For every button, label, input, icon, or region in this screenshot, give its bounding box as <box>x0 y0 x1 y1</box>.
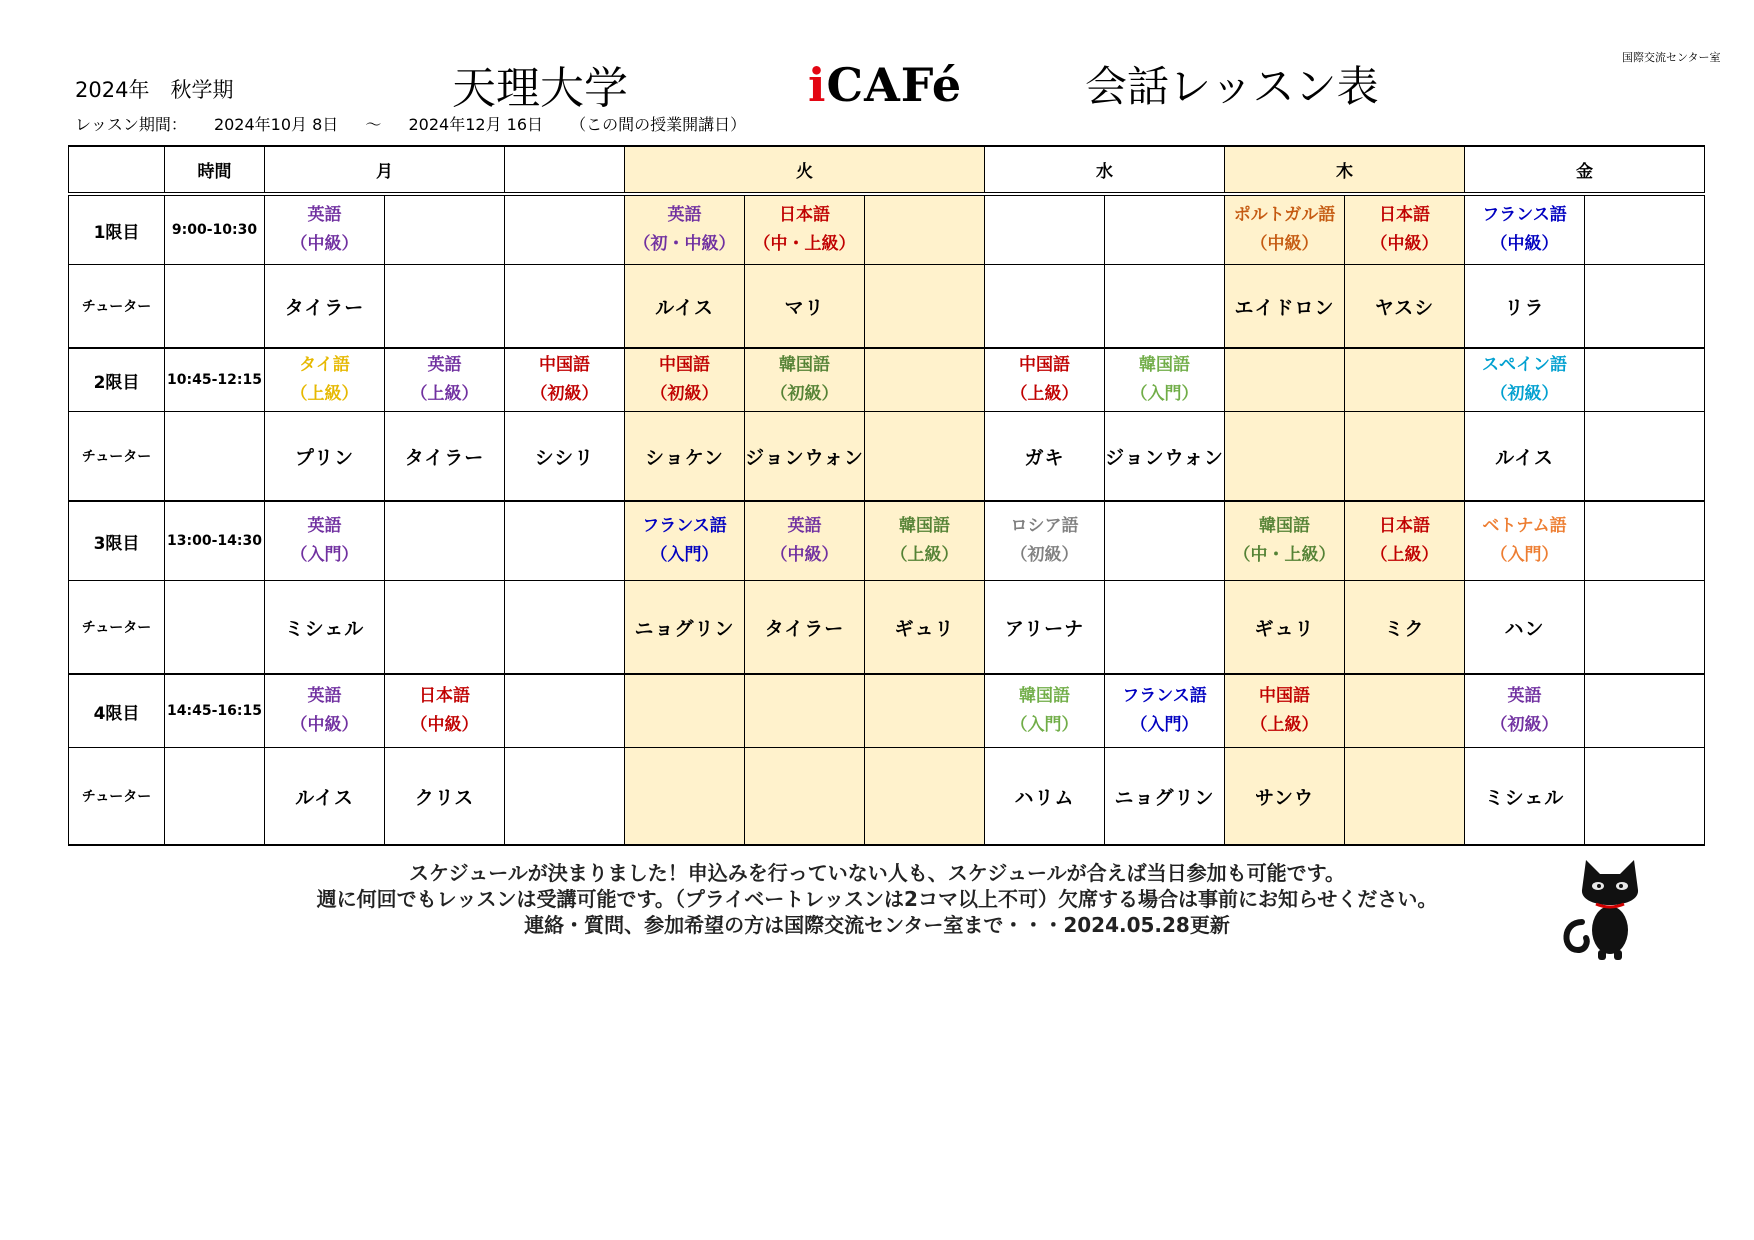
tutor-name: ルイス <box>265 748 385 846</box>
period-name: 3限目 <box>69 501 165 581</box>
note-line-2: 週に何回でもレッスンは受講可能です。（プライベートレッスンは2コマ以上不可）欠席する場合は事前にお知らせください。 <box>316 887 1438 911</box>
language-level: （入門） <box>290 545 359 565</box>
language-name: スペイン語 <box>1482 355 1567 375</box>
tutor-name <box>505 748 625 846</box>
note-line-3: 連絡・質問、参加希望の方は国際交流センター室まで・・・2024.05.28更新 <box>524 913 1230 937</box>
period-start: 2024年10月 8日 <box>213 115 339 134</box>
tutor-name: エイドロン <box>1225 265 1345 349</box>
language-name: 英語 <box>427 355 462 375</box>
language-level: （入門） <box>1130 715 1199 735</box>
tutor-name: ニョグリン <box>625 581 745 675</box>
language-name: タイ語 <box>299 355 350 375</box>
period-row <box>69 348 1705 412</box>
language-level: （上級） <box>1370 545 1439 565</box>
tutor-name: ショケン <box>625 412 745 502</box>
tutor-name <box>865 748 985 846</box>
language-name: 英語 <box>307 205 342 225</box>
language-name: 英語 <box>307 516 342 536</box>
tutor-name: リラ <box>1465 265 1585 349</box>
lesson-cell <box>1585 194 1705 265</box>
header-time: 時間 <box>165 146 265 194</box>
language-name: 中国語 <box>1019 355 1070 375</box>
language-level: （中・上級） <box>753 234 856 254</box>
lesson-cell <box>625 348 745 412</box>
tutor-name <box>1585 265 1705 349</box>
language-name: 韓国語 <box>1019 686 1070 706</box>
language-level: （初級） <box>530 384 599 404</box>
lesson-cell <box>745 348 865 412</box>
language-name: 英語 <box>787 516 822 536</box>
notes <box>0 860 1754 938</box>
university-name: 天理大学 <box>452 63 628 114</box>
lesson-cell <box>745 501 865 581</box>
tutor-name: クリス <box>385 748 505 846</box>
lesson-cell <box>505 501 625 581</box>
tutor-name: タイラー <box>265 265 385 349</box>
lesson-cell <box>265 194 385 265</box>
corner-cell <box>69 146 165 194</box>
period-note: （この間の授業開講日） <box>570 115 747 134</box>
lesson-cell <box>1105 674 1225 748</box>
language-name: 韓国語 <box>779 355 830 375</box>
language-level: （入門） <box>1130 384 1199 404</box>
header-monday: 月 <box>265 146 505 194</box>
period-label: レッスン期間： <box>75 115 187 134</box>
language-level: （中・上級） <box>1233 545 1336 565</box>
lesson-cell <box>385 348 505 412</box>
language-name: フランス語 <box>642 516 727 536</box>
tutor-name <box>385 581 505 675</box>
language-level: （中級） <box>1250 234 1319 254</box>
tutor-name: タイラー <box>745 581 865 675</box>
language-name: 英語 <box>667 205 702 225</box>
lesson-cell <box>1225 501 1345 581</box>
language-level: （初級） <box>650 384 719 404</box>
tutor-name: ジョンウォン <box>1105 412 1225 502</box>
lesson-cell <box>1345 194 1465 265</box>
tutor-row <box>69 581 1705 675</box>
language-name: フランス語 <box>1122 686 1207 706</box>
tutor-name <box>745 748 865 846</box>
term-label: 2024年 秋学期 <box>75 78 234 102</box>
black-cat-icon <box>1560 852 1670 962</box>
language-level: （中級） <box>290 234 359 254</box>
tutor-name <box>505 581 625 675</box>
language-level: （入門） <box>1490 545 1559 565</box>
tutor-name: ミシェル <box>265 581 385 675</box>
tutor-name: アリーナ <box>985 581 1105 675</box>
lesson-cell <box>265 674 385 748</box>
lesson-cell <box>385 194 505 265</box>
lesson-cell <box>1105 348 1225 412</box>
language-level: （中級） <box>1370 234 1439 254</box>
lesson-cell <box>1225 348 1345 412</box>
tutor-name: ハリム <box>985 748 1105 846</box>
tutor-name <box>1345 412 1465 502</box>
office-label: 国際交流センター室 <box>1622 51 1721 64</box>
lesson-cell <box>745 194 865 265</box>
language-level: （上級） <box>1250 715 1319 735</box>
language-level: （入門） <box>1010 715 1079 735</box>
lesson-cell <box>1345 501 1465 581</box>
language-name: 韓国語 <box>1139 355 1190 375</box>
tutor-name: ガキ <box>985 412 1105 502</box>
lesson-cell <box>385 501 505 581</box>
page-title: 会話レッスン表 <box>1085 62 1379 111</box>
language-level: （上級） <box>890 545 959 565</box>
lesson-cell <box>1585 501 1705 581</box>
language-level: （上級） <box>290 384 359 404</box>
tutor-name <box>385 265 505 349</box>
language-name: 日本語 <box>1379 205 1430 225</box>
period-end: 2024年12月 16日 <box>408 115 544 134</box>
tutor-name <box>985 265 1105 349</box>
language-name: 中国語 <box>659 355 710 375</box>
language-name: 日本語 <box>419 686 470 706</box>
lesson-cell <box>865 501 985 581</box>
language-level: （中級） <box>410 715 479 735</box>
empty-time-cell <box>165 748 265 846</box>
period-row <box>69 194 1705 265</box>
tutor-name: ギュリ <box>865 581 985 675</box>
lesson-cell <box>625 501 745 581</box>
language-name: ベトナム語 <box>1482 516 1567 536</box>
period-name: 4限目 <box>69 674 165 748</box>
tutor-name <box>1105 581 1225 675</box>
lesson-period <box>75 112 768 135</box>
lesson-cell <box>625 194 745 265</box>
tutor-label: チューター <box>69 265 165 349</box>
lesson-cell <box>1585 348 1705 412</box>
language-level: （初・中級） <box>633 234 736 254</box>
language-level: （初級） <box>1490 715 1559 735</box>
period-time: 13:00-14:30 <box>165 501 265 581</box>
language-level: （初級） <box>1490 384 1559 404</box>
note-line-1: スケジュールが決まりました！申込みを行っていない人も、スケジュールが合えば当日参加も可能です。 <box>409 861 1345 885</box>
language-name: ロシア語 <box>1010 516 1079 536</box>
lesson-cell <box>865 674 985 748</box>
lesson-cell <box>1105 501 1225 581</box>
lesson-cell <box>1465 674 1585 748</box>
period-time: 10:45-12:15 <box>165 348 265 412</box>
lesson-cell <box>265 348 385 412</box>
icafe-logo <box>808 58 962 112</box>
language-name: 中国語 <box>1259 686 1310 706</box>
tutor-name: ニョグリン <box>1105 748 1225 846</box>
logo-i: i <box>808 58 827 112</box>
language-name: フランス語 <box>1482 205 1567 225</box>
tutor-name <box>1585 748 1705 846</box>
tutor-name: ミク <box>1345 581 1465 675</box>
lesson-cell <box>505 674 625 748</box>
tutor-name: ジョンウォン <box>745 412 865 502</box>
header-row <box>69 146 1705 194</box>
lesson-cell <box>1345 348 1465 412</box>
logo-cafe: CAFé <box>826 58 963 112</box>
language-name: 英語 <box>307 686 342 706</box>
tutor-name: サンウ <box>1225 748 1345 846</box>
tutor-name <box>1225 412 1345 502</box>
lesson-cell <box>385 674 505 748</box>
lesson-cell <box>985 501 1105 581</box>
tutor-name <box>865 412 985 502</box>
empty-time-cell <box>165 412 265 502</box>
tutor-name: シシリ <box>505 412 625 502</box>
period-name: 1限目 <box>69 194 165 265</box>
period-row <box>69 501 1705 581</box>
tutor-name <box>1345 748 1465 846</box>
lesson-cell <box>1465 194 1585 265</box>
lesson-cell <box>505 194 625 265</box>
tutor-name: ギュリ <box>1225 581 1345 675</box>
language-level: （中級） <box>1490 234 1559 254</box>
language-name: ポルトガル語 <box>1233 205 1336 225</box>
tutor-name: ミシェル <box>1465 748 1585 846</box>
tutor-row <box>69 265 1705 349</box>
lesson-cell <box>985 674 1105 748</box>
tutor-name: ルイス <box>1465 412 1585 502</box>
lesson-cell <box>1345 674 1465 748</box>
tutor-name: ヤスシ <box>1345 265 1465 349</box>
tutor-name: ハン <box>1465 581 1585 675</box>
tutor-name <box>625 748 745 846</box>
language-level: （中級） <box>290 715 359 735</box>
tutor-name: ルイス <box>625 265 745 349</box>
empty-time-cell <box>165 265 265 349</box>
lesson-cell <box>625 674 745 748</box>
language-level: （上級） <box>410 384 479 404</box>
tutor-name <box>1585 581 1705 675</box>
empty-time-cell <box>165 581 265 675</box>
language-name: 中国語 <box>539 355 590 375</box>
lesson-cell <box>1465 501 1585 581</box>
lesson-cell <box>745 674 865 748</box>
language-name: 日本語 <box>779 205 830 225</box>
language-name: 日本語 <box>1379 516 1430 536</box>
lesson-cell <box>1465 348 1585 412</box>
tutor-label: チューター <box>69 412 165 502</box>
header-thursday: 木 <box>1225 146 1465 194</box>
language-name: 韓国語 <box>1259 516 1310 536</box>
language-level: （上級） <box>1010 384 1079 404</box>
lesson-cell <box>985 348 1105 412</box>
lesson-cell <box>505 348 625 412</box>
language-name: 英語 <box>1507 686 1542 706</box>
tutor-row <box>69 748 1705 846</box>
lesson-cell <box>865 194 985 265</box>
tutor-name <box>505 265 625 349</box>
lesson-cell <box>1105 194 1225 265</box>
language-level: （初級） <box>770 384 839 404</box>
header-monday-extra <box>505 146 625 194</box>
period-name: 2限目 <box>69 348 165 412</box>
period-time: 9:00-10:30 <box>165 194 265 265</box>
lesson-cell <box>1225 194 1345 265</box>
lesson-cell <box>865 348 985 412</box>
tutor-name <box>1585 412 1705 502</box>
language-level: （入門） <box>650 545 719 565</box>
lesson-cell <box>1585 674 1705 748</box>
header-wednesday: 水 <box>985 146 1225 194</box>
tutor-name: プリン <box>265 412 385 502</box>
lesson-cell <box>265 501 385 581</box>
schedule-table <box>68 145 1705 846</box>
tutor-name: タイラー <box>385 412 505 502</box>
lesson-cell <box>985 194 1105 265</box>
language-level: （中級） <box>770 545 839 565</box>
tutor-row <box>69 412 1705 502</box>
period-row <box>69 674 1705 748</box>
tutor-name <box>1105 265 1225 349</box>
period-time: 14:45-16:15 <box>165 674 265 748</box>
header-friday: 金 <box>1465 146 1705 194</box>
tutor-name <box>865 265 985 349</box>
language-name: 韓国語 <box>899 516 950 536</box>
language-level: （初級） <box>1010 545 1079 565</box>
tutor-label: チューター <box>69 581 165 675</box>
lesson-cell <box>1225 674 1345 748</box>
tutor-name: マリ <box>745 265 865 349</box>
header-tuesday: 火 <box>625 146 985 194</box>
tutor-label: チューター <box>69 748 165 846</box>
period-separator: ～ <box>365 115 382 134</box>
